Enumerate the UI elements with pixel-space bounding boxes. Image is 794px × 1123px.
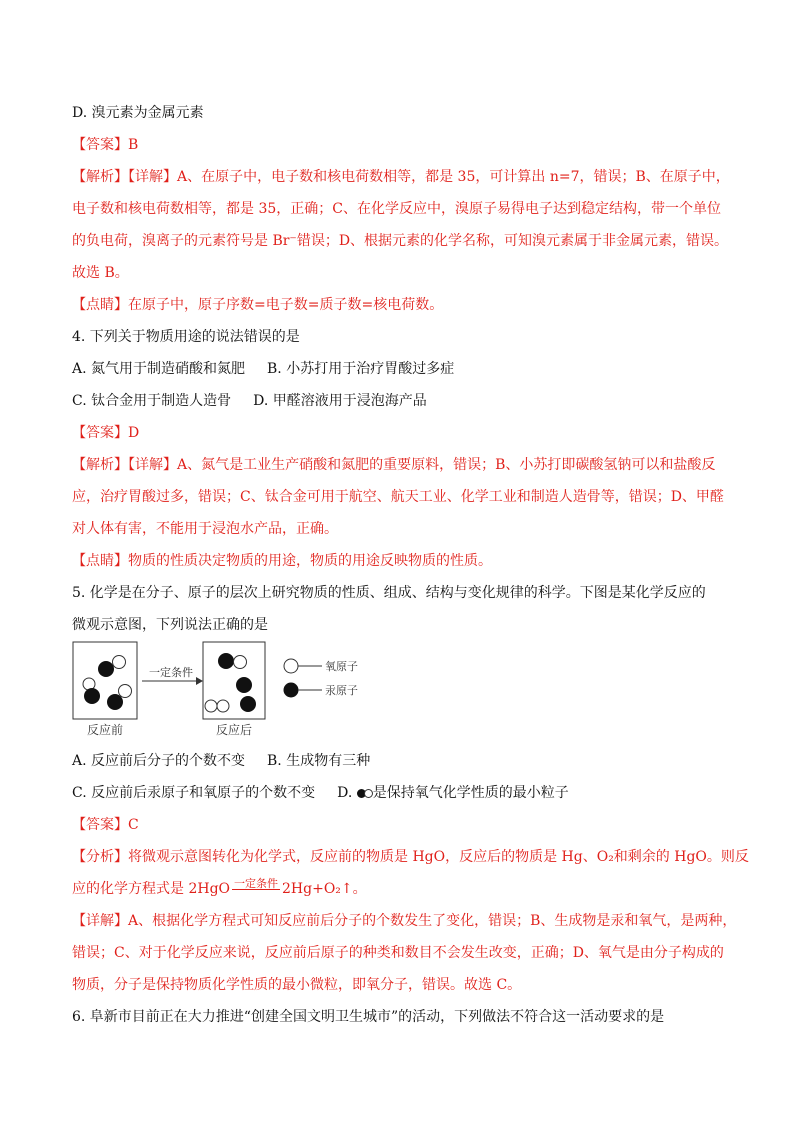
detail-label: 【详解】 bbox=[72, 913, 128, 929]
answer-label: 【答案】 bbox=[72, 425, 128, 441]
q5-detail-line-1: 【详解】A、根据化学方程式可知反应前后分子的个数发生了变化，错误；B、生成物是汞和氧气，是两种， bbox=[72, 913, 737, 929]
q5-option-c: C. 反应前后汞原子和氧原子的个数不变 bbox=[72, 785, 316, 801]
q6-stem: 6. 阜新市目前正在大力推进“创建全国文明卫生城市”的活动，下列做法不符合这一活动要求的是 bbox=[72, 1009, 665, 1025]
q5-detail-line-3: 物质，分子是保持物质化学性质的最小微粒，即氧分子，错误。故选 C。 bbox=[72, 977, 522, 993]
q5-stem-line-1: 5. 化学是在分子、原子的层次上研究物质的性质、组成、结构与变化规律的科学。下图是某化学反应的 bbox=[72, 585, 706, 601]
answer-value: D bbox=[128, 425, 140, 441]
answer-value: B bbox=[128, 137, 139, 153]
before-label: 反应前 bbox=[86, 723, 124, 737]
q3-analysis-line-3: 的负电荷，溴离子的元素符号是 Br⁻错误；D、根据元素的化学名称，可知溴元素属于非金属元素，错误。 bbox=[72, 233, 729, 249]
oxygen-atom bbox=[234, 656, 247, 669]
q4-answer bbox=[72, 424, 139, 442]
q5-option-b: B. 生成物有三种 bbox=[267, 753, 371, 769]
mercury-atom bbox=[84, 688, 100, 704]
answer-label: 【答案】 bbox=[72, 137, 128, 153]
oxygen-atom bbox=[119, 685, 132, 698]
q3-analysis-line-1: 【解析】【详解】A、在原子中，电子数和核电荷数相等，都是 35，可计算出 n=7，错误；B、在原子中， bbox=[72, 169, 730, 185]
arrow-head bbox=[196, 677, 203, 685]
after-label: 反应后 bbox=[215, 723, 253, 737]
q5-answer bbox=[72, 816, 139, 834]
q3-point: 【点睛】在原子中，原子序数=电子数=质子数=核电荷数。 bbox=[72, 297, 444, 313]
q5-detail-line-2: 错误；C、对于化学反应来说，反应前后原子的种类和数目不会发生改变，正确；D、氧气是由分子构成的 bbox=[72, 945, 724, 961]
equation-condition: 一定条件 bbox=[234, 877, 279, 890]
legend-oxygen-label: 氧原子 bbox=[325, 660, 358, 673]
answer-value: C bbox=[128, 817, 139, 833]
q5-equation: 应的化学方程式是 2HgO 一定条件 2Hg+O₂↑。 bbox=[72, 877, 367, 897]
q4-analysis-line-1: 【解析】【详解】A、氮气是工业生产硝酸和氮肥的重要原料，错误；B、小苏打即碳酸氢钠可以和盐酸反 bbox=[72, 457, 716, 473]
q4-analysis-line-3: 对人体有害，不能用于浸泡水产品，正确。 bbox=[72, 521, 338, 537]
point-label: 【点睛】 bbox=[72, 553, 128, 569]
q4-options-cd bbox=[72, 392, 427, 410]
reaction-diagram bbox=[72, 640, 372, 740]
q4-point: 【点睛】物质的性质决定物质的用途，物质的用途反映物质的性质。 bbox=[72, 553, 492, 569]
legend-oxygen-icon bbox=[284, 659, 298, 673]
mercury-atom bbox=[218, 653, 234, 669]
condition-label: 一定条件 bbox=[149, 666, 193, 679]
q4-analysis-line-2: 应，治疗胃酸过多，错误；C、钛合金可用于航空、航天工业、化学工业和制造人造骨等，错误；D、甲醛 bbox=[72, 489, 724, 505]
q4-stem: 4. 下列关于物质用途的说法错误的是 bbox=[72, 329, 300, 345]
q3-option-d: D. 溴元素为金属元素 bbox=[72, 105, 204, 121]
before-box bbox=[73, 642, 137, 719]
legend-mercury-label: 汞原子 bbox=[325, 684, 358, 697]
q5-stem-line-2: 微观示意图，下列说法正确的是 bbox=[72, 617, 268, 633]
q3-answer bbox=[72, 136, 138, 154]
oxygen-atom bbox=[113, 656, 126, 669]
mercury-atom bbox=[98, 661, 114, 677]
mercury-atom bbox=[240, 696, 256, 712]
oxygen-atom bbox=[205, 700, 217, 712]
q3-analysis-line-4: 故选 B。 bbox=[72, 265, 129, 281]
q3-analysis-line-2: 电子数和核电荷数相等，都是 35，正确；C、在化学反应中，溴原子易得电子达到稳定结构，带一个单位 bbox=[72, 201, 721, 217]
oxygen-atom-icon bbox=[364, 789, 373, 798]
legend-mercury-icon bbox=[284, 683, 299, 698]
answer-label: 【答案】 bbox=[72, 817, 128, 833]
q5-option-a: A. 反应前后分子的个数不变 bbox=[72, 753, 246, 769]
q5-option-d: D. 是保持氧气化学性质的最小粒子 bbox=[337, 785, 569, 801]
point-label: 【点睛】 bbox=[72, 297, 128, 313]
q5-options-cd bbox=[72, 784, 569, 802]
q4-option-d: D. 甲醛溶液用于浸泡海产品 bbox=[253, 393, 427, 409]
oxygen-atom bbox=[217, 700, 229, 712]
mercury-atom bbox=[107, 694, 123, 710]
mercury-atom bbox=[236, 677, 252, 693]
q4-option-a: A. 氮气用于制造硝酸和氮肥 bbox=[72, 361, 246, 377]
q5-analysis-line-1: 【分析】将微观示意图转化为化学式，反应前的物质是 HgO，反应后的物质是 Hg、O₂和剩余的 HgO。则反 bbox=[72, 849, 749, 865]
analysis-label: 【解析】【详解】 bbox=[72, 457, 177, 473]
analysis-label: 【分析】 bbox=[72, 849, 128, 865]
q4-options-ab bbox=[72, 360, 454, 378]
q5-options-ab bbox=[72, 752, 370, 770]
analysis-label: 【解析】【详解】 bbox=[72, 169, 177, 185]
q4-option-b: B. 小苏打用于治疗胃酸过多症 bbox=[267, 361, 455, 377]
q4-option-c: C. 钛合金用于制造人造骨 bbox=[72, 393, 232, 409]
